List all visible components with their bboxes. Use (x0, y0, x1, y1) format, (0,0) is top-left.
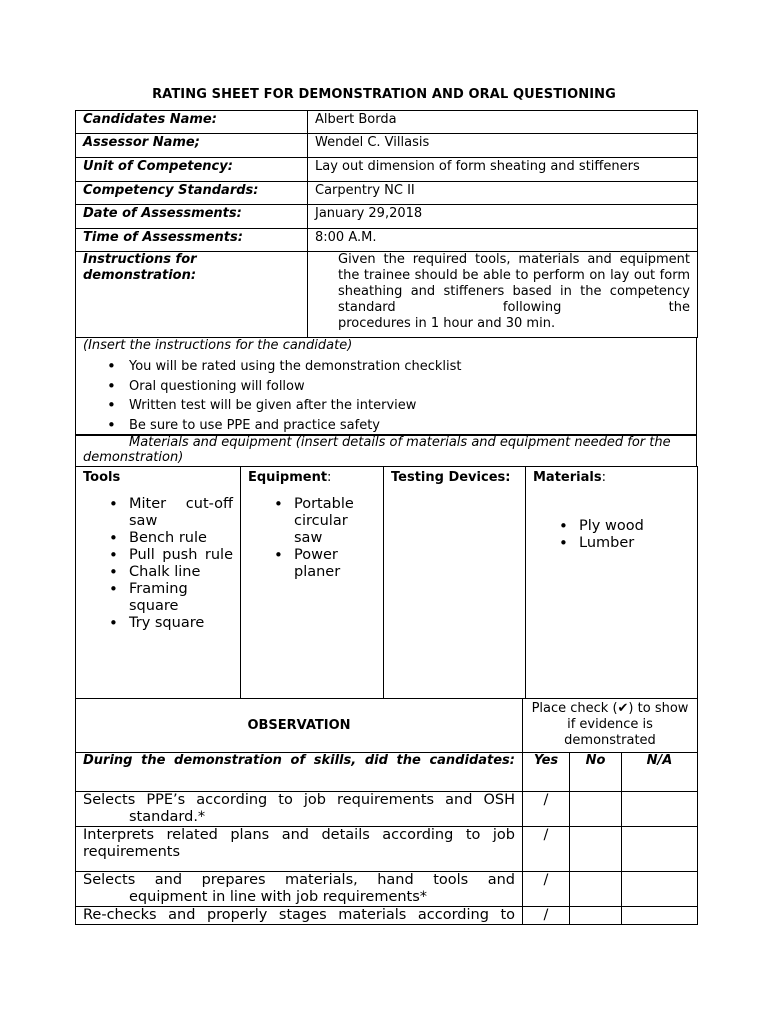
na-cell (622, 827, 698, 872)
list-item: • Try square (83, 615, 233, 632)
resources-table (75, 466, 698, 699)
criterion-text: Re-checks and properly stages materials according to (83, 907, 515, 923)
instructions-row (76, 252, 698, 338)
list-item: • Ply wood (533, 518, 690, 535)
testing-devices-cell (384, 467, 526, 699)
no-cell (570, 827, 622, 872)
na-cell (622, 907, 698, 925)
materials-cell (526, 467, 698, 699)
list-item: • Be sure to use PPE and practice safety (83, 416, 689, 436)
tools-heading: Tools (83, 470, 121, 485)
equipment-colon: : (327, 470, 332, 485)
yes-cell: / (523, 792, 570, 827)
candidate-instructions-heading: (Insert the instructions for the candidate) (83, 338, 353, 353)
list-item: • Miter cut-off saw (83, 496, 233, 530)
yes-cell: / (523, 827, 570, 872)
info-row (76, 158, 698, 182)
info-value: 8:00 A.M. (308, 229, 698, 252)
equipment-list (248, 496, 376, 581)
info-value: Lay out dimension of form sheating and stiffeners (308, 158, 698, 182)
info-value: Albert Borda (308, 111, 698, 134)
list-item: • Pull push rule (83, 547, 233, 564)
candidate-instructions-list (83, 357, 689, 435)
observation-table (75, 698, 698, 925)
yes-cell: / (523, 907, 570, 925)
list-item: • Lumber (533, 535, 690, 552)
testing-devices-heading: Testing Devices: (391, 470, 511, 485)
info-label: Time of Assessments: (76, 229, 308, 252)
list-item: • Chalk line (83, 564, 233, 581)
list-item: • Portable circular saw (248, 496, 376, 547)
observation-question: During the demonstration of skills, did the candidates: (83, 753, 515, 768)
instructions-text: Given the required tools, materials and equipment the trainee should be able to perform on lay out form sheathing and stiffeners based in the competency standard following the (338, 252, 690, 315)
info-label: Competency Standards: (76, 182, 308, 205)
check-instruction: Place check (✔) to show if evidence is demonstrated (523, 699, 698, 753)
instructions-text-last: procedures in 1 hour and 30 min. (338, 316, 556, 331)
info-label: Candidates Name: (76, 111, 308, 134)
criterion-text: Interprets related plans and details according to job requirements (76, 827, 523, 872)
criterion-text: Selects and prepares materials, hand tools and (83, 872, 515, 888)
materials-note-box (75, 434, 697, 467)
criterion-text: Selects PPE’s according to job requirements and OSH (83, 792, 515, 808)
tools-cell (76, 467, 241, 699)
info-row (76, 111, 698, 134)
table-row (76, 907, 698, 925)
criterion-text-cont: standard.* (129, 809, 206, 825)
list-item: • Written test will be given after the interview (83, 396, 689, 416)
info-value: Wendel C. Villasis (308, 134, 698, 158)
observation-heading: OBSERVATION (76, 699, 523, 753)
info-row (76, 229, 698, 252)
table-row (76, 872, 698, 907)
yes-cell: / (523, 872, 570, 907)
info-value: Carpentry NC II (308, 182, 698, 205)
materials-heading: Materials (533, 470, 602, 485)
materials-colon: : (601, 470, 606, 485)
criterion-text-cont: equipment in line with job requirements* (129, 889, 428, 905)
no-cell (570, 907, 622, 925)
table-row (76, 792, 698, 827)
info-label: Unit of Competency: (76, 158, 308, 182)
info-row (76, 134, 698, 158)
info-label: Date of Assessments: (76, 205, 308, 229)
list-item: • Bench rule (83, 530, 233, 547)
list-item: • You will be rated using the demonstration checklist (83, 357, 689, 377)
no-cell (570, 792, 622, 827)
page-title: RATING SHEET FOR DEMONSTRATION AND ORAL QUESTIONING (152, 87, 616, 102)
candidate-instructions-box (75, 337, 697, 436)
na-cell (622, 792, 698, 827)
na-cell (622, 872, 698, 907)
list-item: • Oral questioning will follow (83, 377, 689, 397)
col-yes-header: Yes (523, 753, 570, 792)
candidate-info-table (75, 110, 698, 338)
list-item: • Power planer (248, 547, 376, 581)
no-cell (570, 872, 622, 907)
instructions-label: Instructions for demonstration: (76, 252, 308, 338)
materials-list (533, 518, 690, 552)
equipment-cell (241, 467, 384, 699)
info-value: January 29,2018 (308, 205, 698, 229)
col-na-header: N/A (622, 753, 698, 792)
list-item: • Framing square (83, 581, 233, 615)
tools-list (83, 496, 233, 632)
info-label: Assessor Name; (76, 134, 308, 158)
equipment-heading: Equipment (248, 470, 328, 485)
info-row (76, 205, 698, 229)
table-row (76, 827, 698, 872)
col-no-header: No (570, 753, 622, 792)
materials-note: Materials and equipment (insert details of materials and equipment needed for the demonstration) (76, 435, 697, 467)
info-row (76, 182, 698, 205)
